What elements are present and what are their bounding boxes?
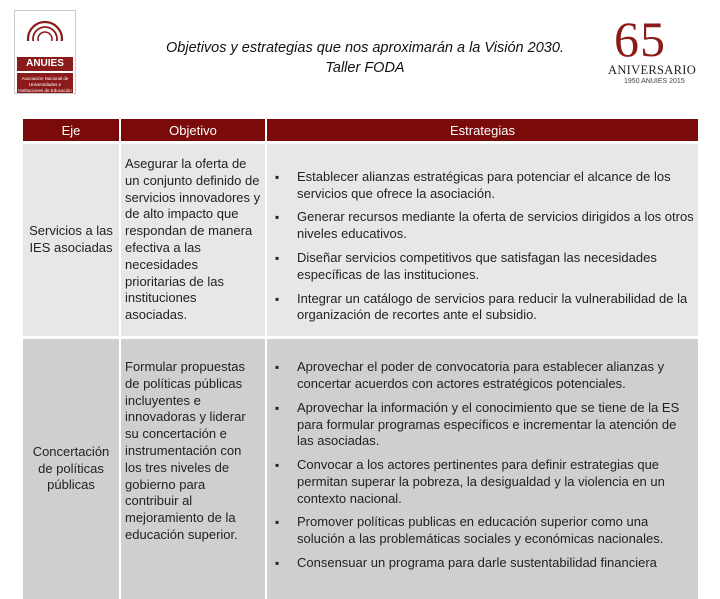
anuies-logo-name: ANUIES	[17, 57, 73, 71]
aniversario-word: ANIVERSARIO	[608, 63, 697, 77]
eje-cell: Servicios a las IES asociadas	[23, 144, 120, 336]
table-header-row	[23, 119, 698, 141]
estrategias-list	[273, 149, 694, 324]
aniversario-logo	[606, 11, 712, 88]
estrategias-list	[273, 359, 694, 572]
estrategia-item: ▪ Generar recursos mediante la oferta de servicios dirigidos a los otros niveles educativos.	[273, 209, 694, 243]
header-objetivo: Objetivo	[120, 119, 266, 141]
foda-table	[23, 119, 698, 599]
estrategia-item: ▪ Establecer alianzas estratégicas para potenciar el alcance de los servicios que ofrece la asociación.	[273, 169, 694, 203]
estrategia-item: ▪ Convocar a los actores pertinentes para definir estrategias que permitan superar la pobreza, la desigualdad y la violencia en un contexto nacional.	[273, 457, 694, 507]
estrategia-item: ▪ Consensuar un programa para darle sustentabilidad financiera	[273, 555, 694, 572]
objetivo-cell: Formular propuestas de políticas públicas incluyentes e innovadoras y liderar su concertación e instrumentación con los tres niveles de gobierno para contribuir al mejoramiento de la educación superior.	[120, 339, 266, 599]
title-line-1: Objetivos y estrategias que nos aproximarán a la Visión 2030.	[166, 40, 564, 56]
table-row	[23, 144, 698, 336]
page-title	[110, 38, 620, 78]
estrategia-item: ▪ Integrar un catálogo de servicios para reducir la vulnerabilidad de la organización de recortes ante el subsidio.	[273, 291, 694, 325]
header-eje: Eje	[23, 119, 120, 141]
title-line-2: Taller FODA	[325, 60, 405, 76]
aniversario-years: 1950 ANUIES 2015	[624, 78, 685, 85]
anuies-emblem-icon	[23, 17, 67, 57]
eje-cell: Concertación de políticas públicas	[23, 339, 120, 599]
estrategias-cell	[266, 339, 698, 599]
estrategia-item: ▪ Aprovechar la información y el conocimiento que se tiene de la ES para formular programas específicos e incrementar la atención de las asociadas.	[273, 400, 694, 450]
estrategia-item: ▪ Diseñar servicios competitivos que satisfagan las necesidades específicas de las instituciones.	[273, 250, 694, 284]
header-estrategias: Estrategias	[266, 119, 698, 141]
estrategias-cell	[266, 144, 698, 336]
anuies-logo	[14, 10, 76, 99]
table-row	[23, 339, 698, 599]
anuies-logo-tagline: Asociación Nacional de Universidades e Instituciones de Educación Superior	[17, 73, 73, 93]
estrategia-item: ▪ Aprovechar el poder de convocatoria para establecer alianzas y concertar acuerdos con actores estratégicos potenciales.	[273, 359, 694, 393]
aniversario-number: 65	[614, 11, 666, 67]
estrategia-item: ▪ Promover políticas publicas en educación superior como una solución a las problemáticas sociales y económicas nacionales.	[273, 514, 694, 548]
objetivo-cell: Asegurar la oferta de un conjunto definido de servicios innovadores y de alto impacto que respondan de manera efectiva a las necesidades prioritarias de las instituciones asociadas.	[120, 144, 266, 336]
